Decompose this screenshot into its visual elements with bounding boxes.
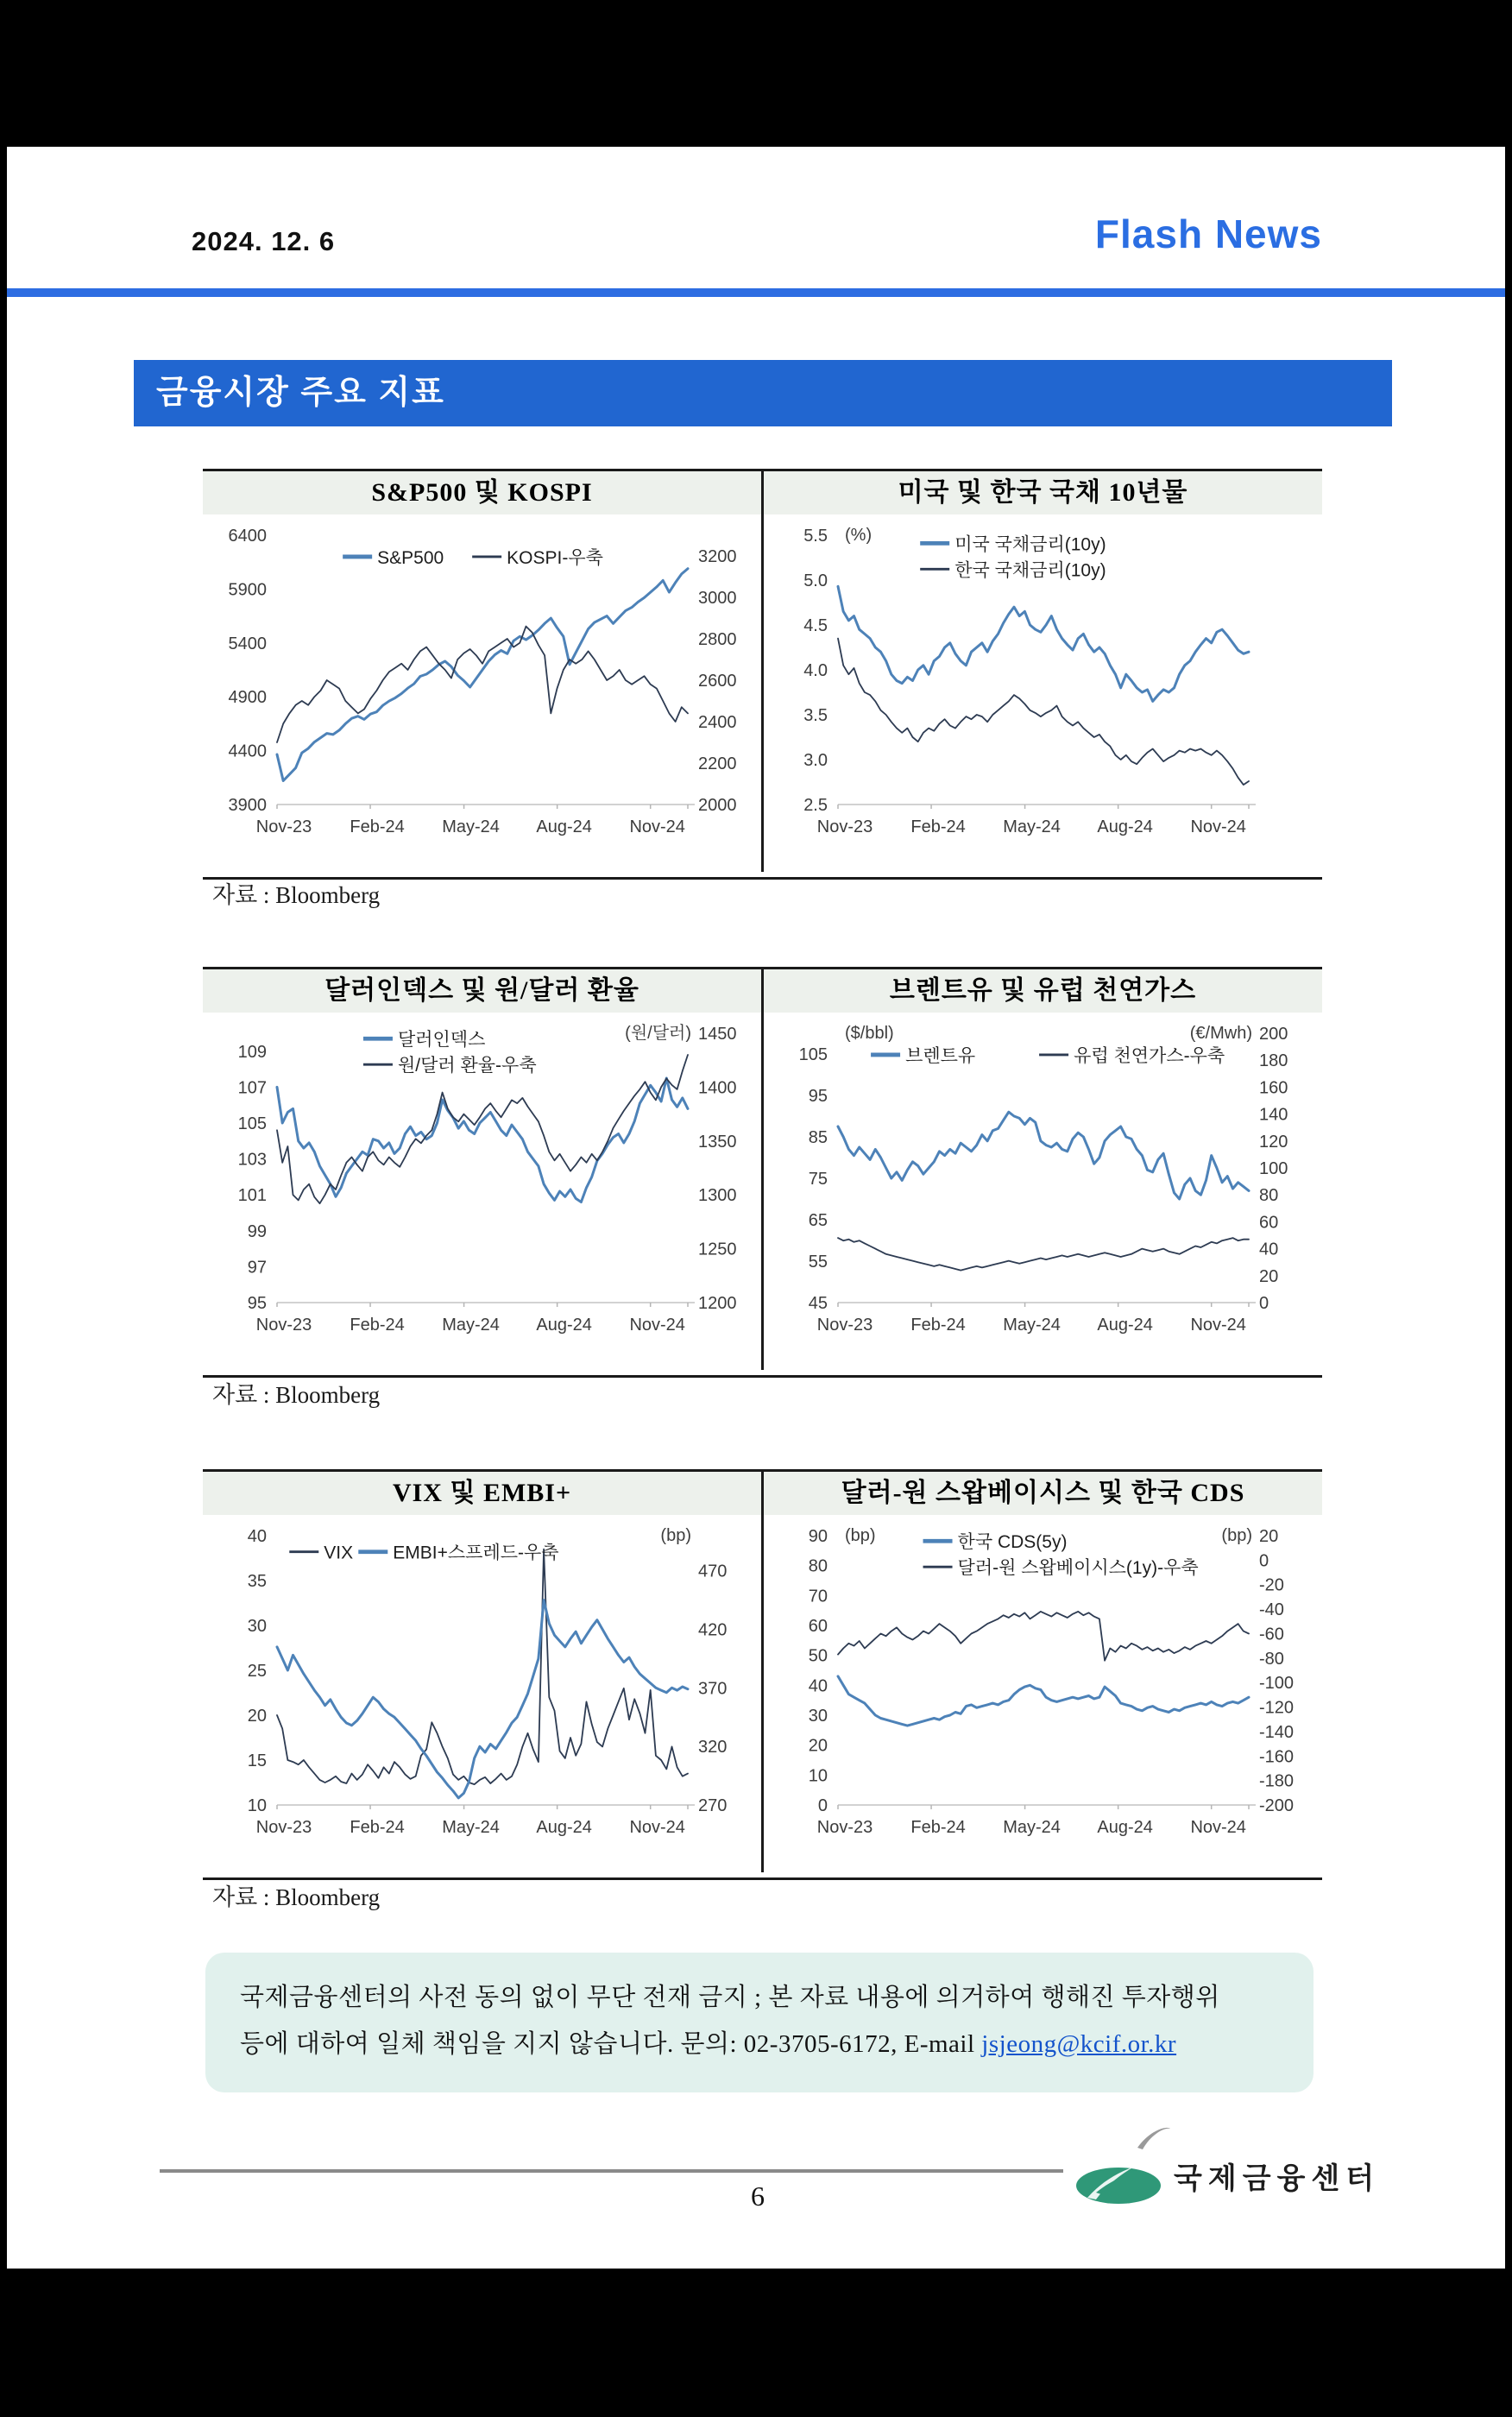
svg-text:40: 40 [1259, 1240, 1279, 1259]
document-date: 2024. 12. 6 [192, 226, 336, 256]
svg-text:200: 200 [1259, 1025, 1288, 1044]
svg-text:1250: 1250 [698, 1240, 737, 1259]
chart-plot-area [764, 1013, 1322, 1370]
svg-text:-120: -120 [1259, 1698, 1295, 1718]
kcif-logo-text: 국제금융센터 [1174, 2162, 1381, 2195]
svg-text:35: 35 [247, 1572, 267, 1591]
section-title: 금융시장 주요 지표 [156, 375, 445, 411]
source-label: 자료 : Bloomberg [212, 882, 381, 908]
chart-title: VIX 및 EMBI+ [203, 1472, 761, 1515]
svg-text:95: 95 [808, 1087, 828, 1106]
svg-text:1200: 1200 [698, 1294, 737, 1313]
svg-text:2.5: 2.5 [803, 796, 828, 815]
source-label: 자료 : Bloomberg [212, 1884, 381, 1910]
chart-plot-area [203, 514, 761, 872]
svg-text:4900: 4900 [228, 688, 267, 708]
svg-text:105: 105 [237, 1114, 267, 1133]
svg-text:5400: 5400 [228, 634, 267, 653]
svg-text:4400: 4400 [228, 742, 267, 761]
svg-text:-60: -60 [1259, 1625, 1284, 1644]
svg-text:0: 0 [1259, 1294, 1269, 1313]
svg-text:20: 20 [247, 1707, 267, 1726]
svg-text:40: 40 [247, 1527, 267, 1546]
disclaimer-box [205, 1953, 1314, 2092]
svg-text:5900: 5900 [228, 580, 267, 600]
contact-email-link[interactable]: jsjeong@kcif.or.kr [981, 2029, 1177, 2058]
svg-text:2000: 2000 [698, 796, 737, 815]
svg-text:320: 320 [698, 1738, 728, 1758]
svg-text:80: 80 [808, 1556, 828, 1576]
chart-row-3 [203, 1469, 1322, 1880]
svg-text:70: 70 [808, 1587, 828, 1606]
svg-text:109: 109 [237, 1042, 267, 1062]
svg-text:2800: 2800 [698, 630, 737, 649]
svg-text:(bp): (bp) [845, 1526, 876, 1545]
svg-text:3900: 3900 [228, 796, 267, 815]
svg-text:May-24: May-24 [442, 817, 500, 836]
svg-text:Nov-23: Nov-23 [816, 1316, 873, 1335]
svg-text:1450: 1450 [698, 1025, 737, 1044]
svg-text:370: 370 [698, 1679, 728, 1699]
svg-text:101: 101 [237, 1186, 267, 1206]
svg-text:120: 120 [1259, 1132, 1288, 1152]
svg-text:-140: -140 [1259, 1722, 1295, 1742]
svg-text:-100: -100 [1259, 1674, 1295, 1694]
chart-row-2 [203, 967, 1322, 1378]
svg-text:10: 10 [808, 1766, 828, 1786]
svg-text:Nov-23: Nov-23 [816, 1818, 873, 1837]
svg-text:달러-원 스왑베이시스(1y)-우축: 달러-원 스왑베이시스(1y)-우축 [957, 1558, 1199, 1579]
svg-text:Aug-24: Aug-24 [536, 817, 592, 836]
chart-us-kr-10y [764, 471, 1322, 872]
chart-vix-embi [203, 1472, 761, 1872]
svg-text:(bp): (bp) [1221, 1526, 1252, 1545]
svg-text:15: 15 [247, 1751, 267, 1770]
svg-text:Aug-24: Aug-24 [1097, 817, 1153, 836]
svg-text:2200: 2200 [698, 754, 737, 773]
chart-title: 미국 및 한국 국채 10년물 [764, 471, 1322, 514]
chart-plot-area [203, 1515, 761, 1872]
svg-text:VIX: VIX [324, 1543, 354, 1563]
svg-text:90: 90 [808, 1527, 828, 1546]
chart-title: S&P500 및 KOSPI [203, 471, 761, 514]
disclaimer-line2: 등에 대하여 일체 책임을 지지 않습니다. 문의: 02-3705-6172, E-mail [240, 2029, 982, 2058]
svg-text:Feb-24: Feb-24 [350, 1316, 405, 1335]
svg-text:-180: -180 [1259, 1771, 1295, 1791]
svg-text:20: 20 [1259, 1527, 1279, 1546]
svg-text:S&P500: S&P500 [377, 547, 444, 568]
svg-text:한국 국채금리(10y): 한국 국채금리(10y) [954, 560, 1106, 581]
chart-swap-cds [764, 1472, 1322, 1872]
svg-text:40: 40 [808, 1676, 828, 1696]
svg-text:KOSPI-우축: KOSPI-우축 [507, 547, 603, 568]
svg-text:60: 60 [808, 1617, 828, 1636]
svg-text:Feb-24: Feb-24 [350, 817, 405, 836]
page-number: 6 [751, 2180, 765, 2212]
chart-row-1 [203, 469, 1322, 880]
svg-text:(원/달러): (원/달러) [625, 1024, 691, 1043]
svg-text:-80: -80 [1259, 1649, 1284, 1669]
svg-text:(€/Mwh): (€/Mwh) [1189, 1024, 1252, 1043]
svg-text:달러인덱스: 달러인덱스 [397, 1030, 486, 1051]
svg-text:Feb-24: Feb-24 [910, 817, 966, 836]
svg-text:1350: 1350 [698, 1132, 737, 1152]
svg-text:May-24: May-24 [1003, 1316, 1061, 1335]
svg-text:180: 180 [1259, 1051, 1288, 1071]
svg-text:4.5: 4.5 [803, 616, 828, 635]
svg-text:($/bbl): ($/bbl) [845, 1024, 894, 1043]
chart-sp500-kospi [203, 471, 761, 872]
svg-text:Nov-24: Nov-24 [629, 817, 685, 836]
svg-text:Nov-24: Nov-24 [629, 1818, 685, 1837]
svg-text:-20: -20 [1259, 1575, 1284, 1595]
svg-text:50: 50 [808, 1646, 828, 1666]
svg-text:Aug-24: Aug-24 [1097, 1316, 1153, 1335]
svg-text:3.5: 3.5 [803, 706, 828, 725]
chart-plot-area [764, 1515, 1322, 1872]
kcif-logo [1070, 2124, 1381, 2218]
svg-text:100: 100 [1259, 1159, 1288, 1178]
svg-text:유럽 천연가스-우축: 유럽 천연가스-우축 [1074, 1045, 1225, 1066]
svg-text:1400: 1400 [698, 1078, 737, 1098]
svg-text:25: 25 [247, 1662, 267, 1681]
svg-text:May-24: May-24 [1003, 817, 1061, 836]
disclaimer-line1: 국제금융센터의 사전 동의 없이 무단 전재 금지 ; 본 자료 내용에 의거하여 행해진 투자행위 [240, 1984, 1220, 2011]
svg-text:Nov-23: Nov-23 [255, 1316, 312, 1335]
svg-text:May-24: May-24 [442, 1818, 500, 1837]
kcif-logo-icon [1070, 2124, 1174, 2218]
svg-text:한국 CDS(5y): 한국 CDS(5y) [957, 1532, 1068, 1553]
svg-text:20: 20 [808, 1736, 828, 1756]
svg-text:103: 103 [237, 1150, 267, 1170]
svg-text:Aug-24: Aug-24 [536, 1316, 592, 1335]
svg-text:-200: -200 [1259, 1796, 1295, 1815]
svg-text:0: 0 [817, 1796, 828, 1815]
svg-text:Feb-24: Feb-24 [910, 1316, 966, 1335]
svg-text:(bp): (bp) [660, 1526, 691, 1545]
document-page [7, 147, 1505, 2269]
footer-rule [160, 2169, 1063, 2173]
svg-text:3000: 3000 [698, 589, 737, 608]
svg-text:Nov-23: Nov-23 [816, 817, 873, 836]
svg-text:Nov-23: Nov-23 [255, 1818, 312, 1837]
svg-text:107: 107 [237, 1078, 267, 1098]
svg-text:80: 80 [1259, 1186, 1279, 1206]
svg-text:-160: -160 [1259, 1747, 1295, 1767]
chart-title: 달러인덱스 및 원/달러 환율 [203, 969, 761, 1013]
svg-text:Aug-24: Aug-24 [536, 1818, 592, 1837]
svg-text:20: 20 [1259, 1266, 1279, 1286]
svg-text:5.5: 5.5 [803, 527, 828, 546]
svg-text:270: 270 [698, 1796, 728, 1815]
svg-text:470: 470 [698, 1562, 728, 1581]
svg-text:30: 30 [808, 1707, 828, 1726]
svg-text:May-24: May-24 [442, 1316, 500, 1335]
svg-text:95: 95 [247, 1294, 267, 1313]
svg-text:미국 국채금리(10y): 미국 국채금리(10y) [954, 534, 1106, 555]
svg-text:3.0: 3.0 [803, 751, 828, 770]
svg-text:Feb-24: Feb-24 [910, 1818, 966, 1837]
svg-text:2600: 2600 [698, 672, 737, 691]
svg-text:140: 140 [1259, 1105, 1288, 1125]
svg-text:Aug-24: Aug-24 [1097, 1818, 1153, 1837]
chart-dxy-krw [203, 969, 761, 1370]
chart-brent-gas [764, 969, 1322, 1370]
svg-text:May-24: May-24 [1003, 1818, 1061, 1837]
brand-title: Flash News [1094, 211, 1322, 256]
header-rule [7, 288, 1505, 297]
svg-text:Nov-24: Nov-24 [1190, 1818, 1246, 1837]
svg-text:4.0: 4.0 [803, 661, 828, 680]
svg-text:(%): (%) [845, 526, 873, 545]
svg-text:420: 420 [698, 1620, 728, 1640]
chart-plot-area [203, 1013, 761, 1370]
svg-text:99: 99 [247, 1221, 267, 1241]
svg-text:Nov-24: Nov-24 [1190, 817, 1246, 836]
svg-text:105: 105 [798, 1045, 828, 1064]
svg-text:75: 75 [808, 1170, 828, 1189]
svg-text:1300: 1300 [698, 1186, 737, 1206]
svg-text:85: 85 [808, 1128, 828, 1147]
svg-text:-40: -40 [1259, 1600, 1284, 1620]
svg-text:30: 30 [247, 1617, 267, 1636]
svg-text:2400: 2400 [698, 713, 737, 732]
svg-text:Nov-23: Nov-23 [255, 817, 312, 836]
svg-text:45: 45 [808, 1294, 828, 1313]
svg-text:5.0: 5.0 [803, 571, 828, 590]
svg-text:브렌트유: 브렌트유 [905, 1045, 976, 1066]
svg-text:Feb-24: Feb-24 [350, 1818, 405, 1837]
source-label: 자료 : Bloomberg [212, 1382, 381, 1408]
svg-text:55: 55 [808, 1253, 828, 1272]
svg-text:EMBI+스프레드-우축: EMBI+스프레드-우축 [393, 1543, 559, 1563]
svg-text:0: 0 [1259, 1551, 1269, 1571]
svg-text:Nov-24: Nov-24 [629, 1316, 685, 1335]
svg-text:160: 160 [1259, 1078, 1288, 1098]
svg-text:원/달러 환율-우축: 원/달러 환율-우축 [397, 1056, 537, 1076]
svg-text:97: 97 [247, 1258, 267, 1278]
svg-text:6400: 6400 [228, 527, 267, 546]
svg-text:60: 60 [1259, 1213, 1279, 1233]
chart-plot-area [764, 514, 1322, 872]
svg-text:Nov-24: Nov-24 [1190, 1316, 1246, 1335]
chart-title: 달러-원 스왑베이시스 및 한국 CDS [764, 1472, 1322, 1515]
chart-title: 브렌트유 및 유럽 천연가스 [764, 969, 1322, 1013]
svg-text:65: 65 [808, 1211, 828, 1230]
svg-text:3200: 3200 [698, 547, 737, 566]
section-banner [134, 360, 1392, 426]
svg-text:10: 10 [247, 1796, 267, 1815]
